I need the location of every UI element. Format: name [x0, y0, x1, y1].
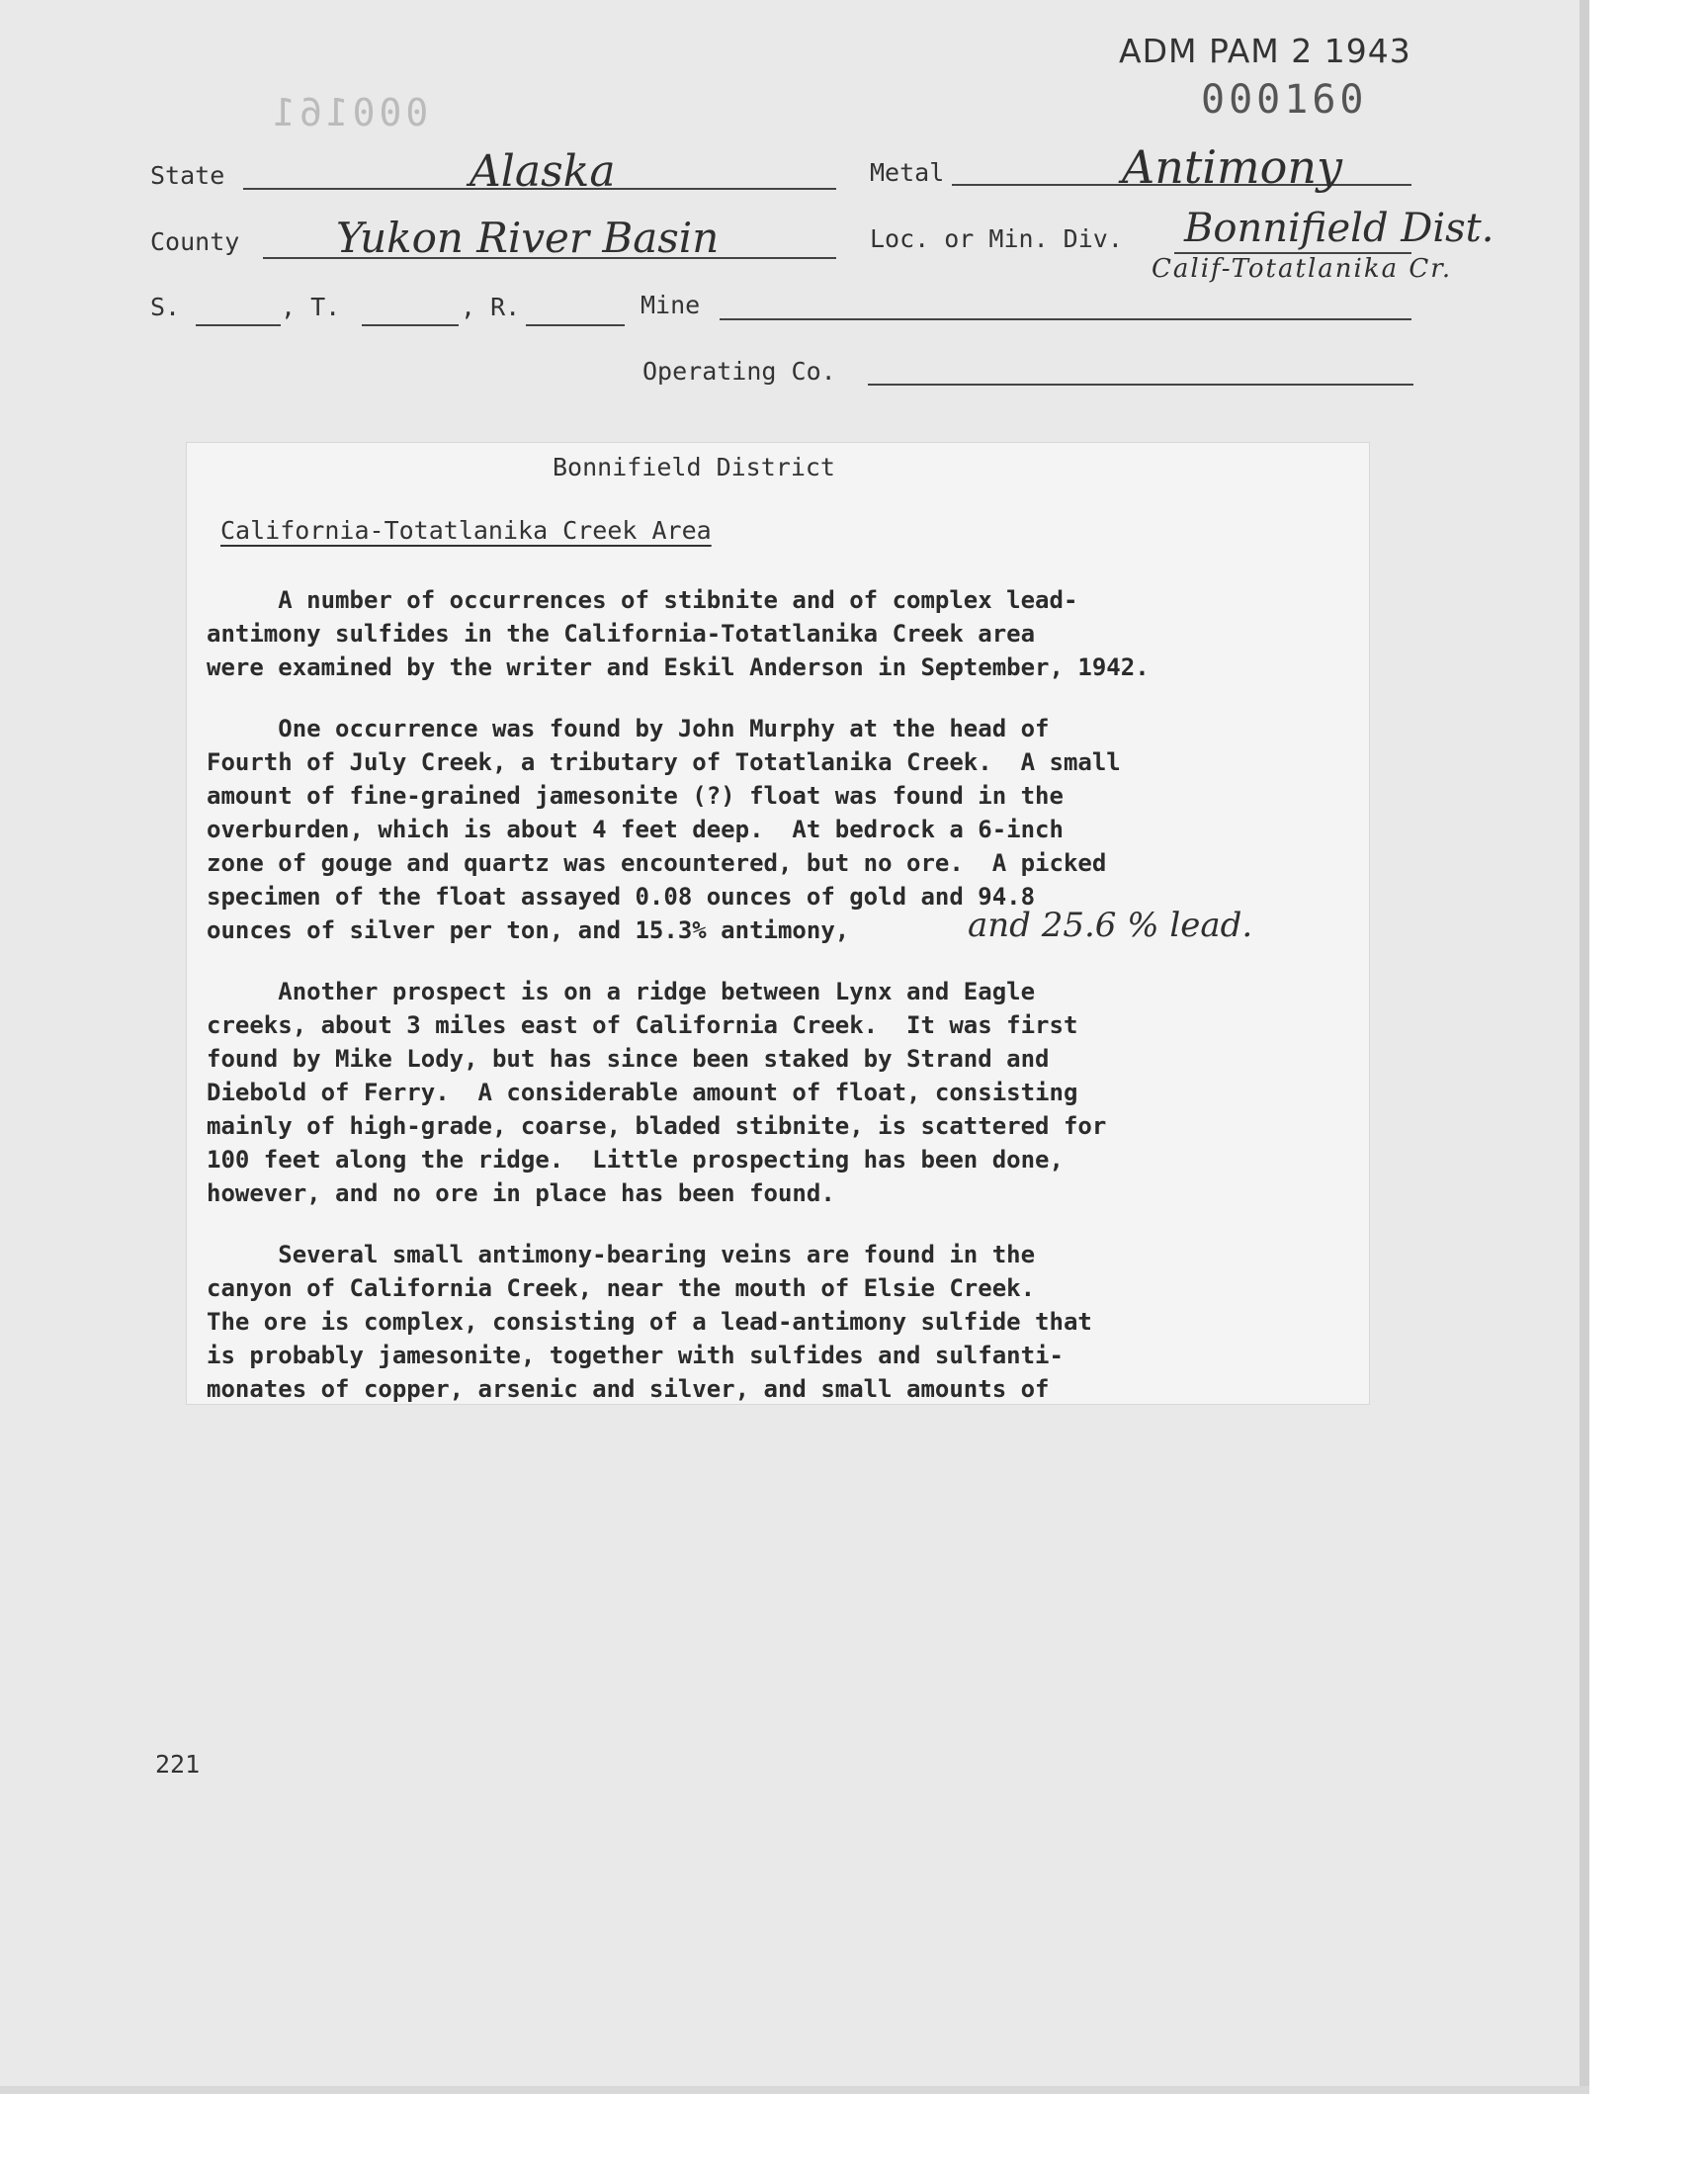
- paragraph-line: monates of copper, arsenic and silver, and small amounts of: [207, 1375, 1050, 1403]
- metal-value: Antimony: [1122, 140, 1342, 194]
- paragraph-line: zone of gouge and quartz was encountered, but no ore. A picked: [207, 849, 1107, 877]
- paragraph-4: [207, 1238, 1343, 1406]
- paragraph-line: A number of occurrences of stibnite and of complex lead-: [207, 586, 1078, 614]
- paragraph-line: Fourth of July Creek, a tributary of Totatlanika Creek. A small: [207, 748, 1121, 776]
- paragraph-line: Another prospect is on a ridge between Lynx and Eagle: [207, 978, 1036, 1005]
- state-label: State: [150, 161, 225, 190]
- range-line: [526, 324, 625, 326]
- pasted-report-card: [186, 442, 1370, 1405]
- paragraph-3: [207, 975, 1343, 1210]
- paragraph-line: ounces of silver per ton, and 15.3% antimony,: [207, 916, 850, 944]
- page-bottom-shadow: [0, 2086, 1589, 2094]
- paragraph-line: specimen of the float assayed 0.08 ounces of gold and 94.8: [207, 883, 1036, 911]
- range-label: , R.: [461, 293, 521, 321]
- county-label: County: [150, 227, 240, 256]
- township-line: [362, 324, 459, 326]
- handwritten-lead-addition: and 25.6 % lead.: [968, 906, 1253, 945]
- metal-label: Metal: [870, 158, 945, 187]
- paragraph-line: mainly of high-grade, coarse, bladed stibnite, is scattered for: [207, 1112, 1107, 1140]
- paragraph-line: creeks, about 3 miles east of California Creek. It was first: [207, 1011, 1078, 1039]
- loc-value: Bonnifield Dist.: [1184, 206, 1494, 251]
- paragraph-line: were examined by the writer and Eskil Anderson in September, 1942.: [207, 653, 1150, 681]
- paragraph-line: overburden, which is about 4 feet deep. At bedrock a 6-inch: [207, 816, 1064, 843]
- loc-label: Loc. or Min. Div.: [870, 224, 1123, 253]
- paragraph-line: 100 feet along the ridge. Little prospecting has been done,: [207, 1146, 1064, 1174]
- section-line: [196, 324, 281, 326]
- loc-value-secondary: Calif-Totatlanika Cr.: [1152, 254, 1453, 284]
- ghost-number-bleedthrough: 000161: [269, 91, 429, 134]
- state-value: Alaska: [470, 146, 616, 197]
- mine-label: Mine: [640, 291, 701, 319]
- page-edge-shadow: [1580, 0, 1589, 2086]
- paragraph-line: is probably jamesonite, together with sulfides and sulfanti-: [207, 1342, 1064, 1369]
- paragraph-line: canyon of California Creek, near the mouth of Elsie Creek.: [207, 1274, 1036, 1302]
- paragraph-line: however, and no ore in place has been found.: [207, 1179, 835, 1207]
- operating-co-line: [868, 384, 1413, 386]
- card-subtitle: California-Totatlanika Creek Area: [220, 516, 712, 545]
- card-title: Bonnifield District: [553, 453, 835, 481]
- paragraph-line: The ore is complex, consisting of a lead-antimony sulfide that: [207, 1308, 1092, 1336]
- operating-co-label: Operating Co.: [642, 357, 836, 386]
- document-number-stamp: 000160: [1201, 77, 1368, 123]
- paragraph-line: Several small antimony-bearing veins are found in the: [207, 1241, 1036, 1268]
- page-number: 221: [155, 1750, 201, 1779]
- paragraph-1: [207, 583, 1343, 684]
- township-label: , T.: [281, 293, 341, 321]
- section-label: S.: [150, 293, 181, 321]
- mine-line: [720, 318, 1411, 320]
- paragraph-line: amount of fine-grained jamesonite (?) float was found in the: [207, 782, 1064, 810]
- county-value: Yukon River Basin: [336, 214, 720, 262]
- paragraph-line: Diebold of Ferry. A considerable amount of float, consisting: [207, 1079, 1078, 1106]
- paragraph-line: One occurrence was found by John Murphy at the head of: [207, 715, 1050, 742]
- adm-pam-stamp: ADM PAM 2 1943: [1119, 32, 1411, 70]
- paragraph-line: antimony sulfides in the California-Totatlanika Creek area: [207, 620, 1036, 648]
- paragraph-line: found by Mike Lody, but has since been staked by Strand and: [207, 1045, 1050, 1073]
